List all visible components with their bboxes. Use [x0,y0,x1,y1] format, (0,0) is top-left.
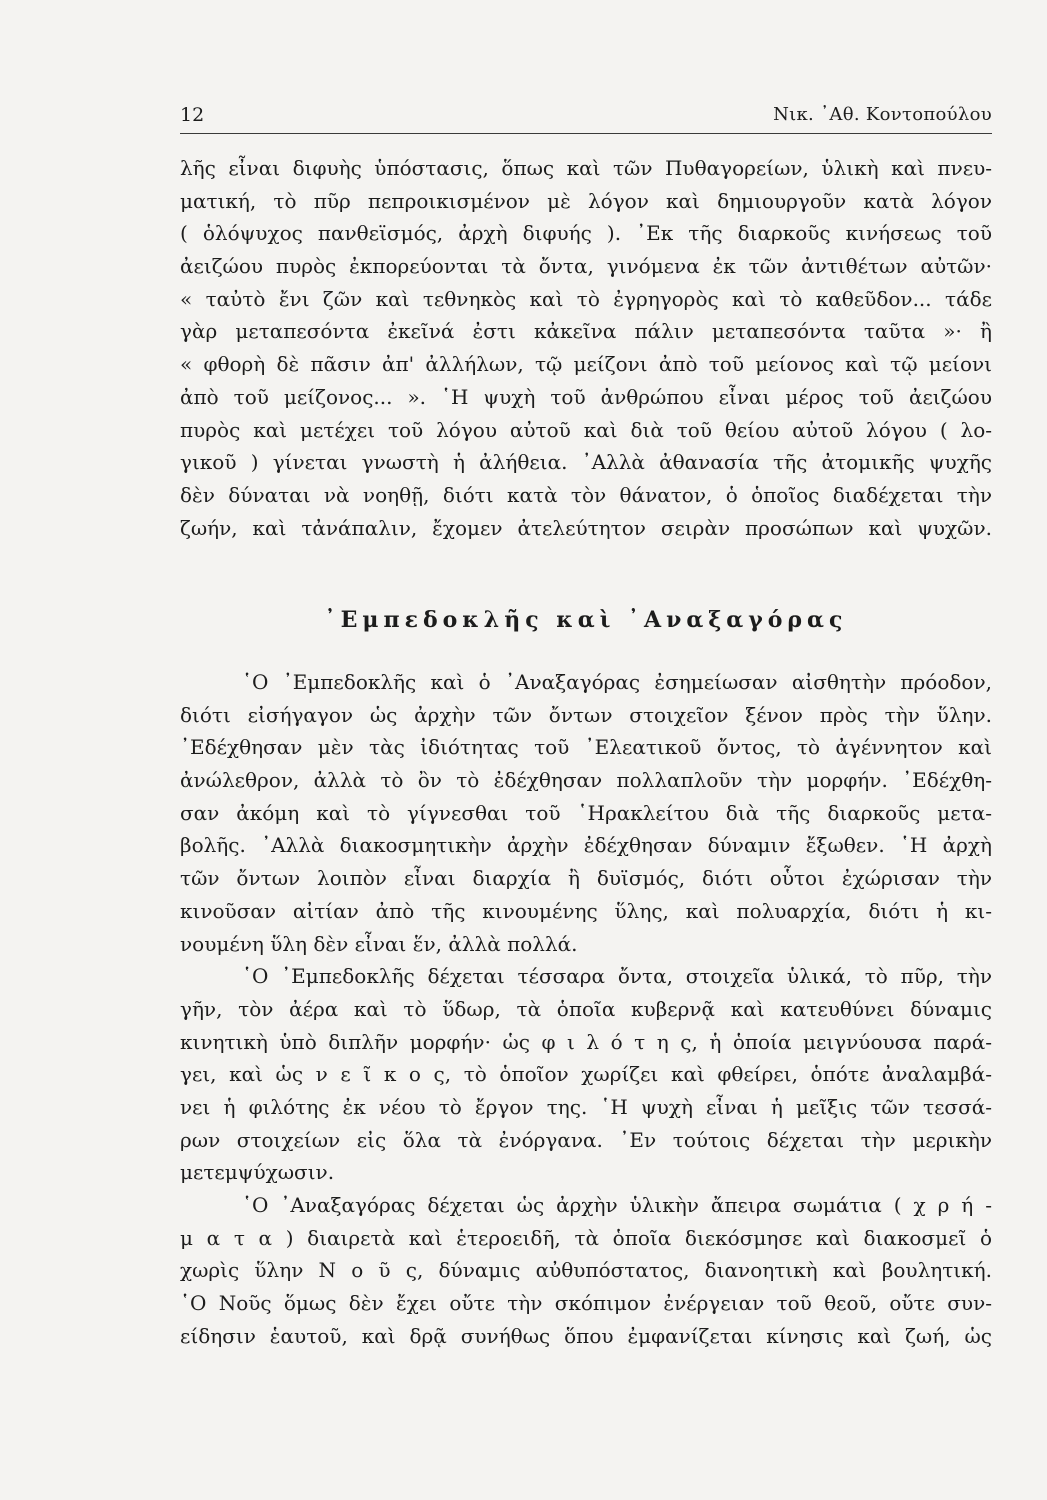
text-line: πυρὸς καὶ μετέχει τοῦ λόγου αὐτοῦ καὶ διὰ τοῦ θείου αὐτοῦ λόγου ( λο- [180,417,992,442]
text-line: ῾Ο Νοῦς ὅμως δὲν ἔχει οὔτε τὴν σκόπιμον ἐνέργειαν τοῦ θεοῦ, οὔτε συν- [180,1291,992,1316]
header-rule [180,133,992,134]
text-line: γὰρ μεταπεσόντα ἐκεῖνά ἐστι κἀκεῖνα πάλιν μεταπεσόντα ταῦτα »· ἢ [180,319,992,344]
text-line: μ α τ α ) διαιρετὰ καὶ ἑτεροειδῆ, τὰ ὁποῖα διεκόσμησε καὶ διακοσμεῖ ὁ [180,1225,992,1250]
page-number: 12 [180,104,205,126]
text-line: « φθορὴ δὲ πᾶσιν ἀπ' ἀλλήλων, τῷ μείζονι ἀπὸ τοῦ μείονος καὶ τῷ μείονι [180,352,992,377]
text-line: λῆς εἶναι διφυὴς ὑπόστασις, ὅπως καὶ τῶν Πυθαγορείων, ὑλικὴ καὶ πνευ- [180,156,992,180]
text-line: κινοῦσαν αἰτίαν ἀπὸ τῆς κινουμένης ὕλης, καὶ πολυαρχία, διότι ἡ κι- [180,898,992,923]
paragraph-heraclitus [180,152,992,544]
text-line: νει ἡ φιλότης ἐκ νέου τὸ ἔργον της. ῾Η ψυχὴ εἶναι ἡ μεῖξις τῶν τεσσά- [180,1094,992,1119]
text-line: διότι εἰσήγαγον ὡς ἀρχὴν τῶν ὄντων στοιχεῖον ξένον πρὸς τὴν ὕλην. [180,702,992,727]
text-line: « ταὐτὸ ἔνι ζῶν καὶ τεθνηκὸς καὶ τὸ ἐγρηγορὸς καὶ τὸ καθεῦδον... τάδε [180,286,992,311]
paragraph-empedocles-anaxagoras [180,666,992,1352]
text-line: κινητικὴ ὑπὸ διπλῆν μορφήν· ὡς φ ι λ ό τ η ς, ἡ ὁποία μειγνύουσα παρά- [180,1029,992,1054]
text-line: σαν ἀκόμη καὶ τὸ γίγνεσθαι τοῦ ῾Ηρακλείτου διὰ τῆς διαρκοῦς μετα- [180,800,992,825]
text-line: ἀνώλεθρον, ἀλλὰ τὸ ὂν τὸ ἐδέχθησαν πολλαπλοῦν τὴν μορφήν. ᾿Εδέχθη- [180,768,992,793]
text-line: ρων στοιχείων εἰς ὅλα τὰ ἐνόργανα. ᾿Εν τούτοις δέχεται τὴν μερικὴν [180,1127,992,1152]
text-line: βολῆς. ᾿Αλλὰ διακοσμητικὴν ἀρχὴν ἐδέχθησαν δύναμιν ἔξωθεν. ῾Η ἀρχὴ [180,833,992,858]
page-header [180,100,992,130]
text-line: ᾿Εδέχθησαν μὲν τὰς ἰδιότητας τοῦ ᾿Ελεατικοῦ ὄντος, τὸ ἀγέννητον καὶ [180,735,992,760]
text-line: είδησιν ἑαυτοῦ, καὶ δρᾷ συνήθως ὅπου ἐμφανίζεται κίνησις καὶ ζωή, ὡς [180,1323,992,1348]
text-line: δὲν δύναται νὰ νοηθῇ, διότι κατὰ τὸν θάνατον, ὁ ὁποῖος διαδέχεται τὴν [180,482,992,507]
text-line: ματική, τὸ πῦρ πεπροικισμένον μὲ λόγον καὶ δημιουργοῦν κατὰ λόγον [180,188,992,213]
text-line: νουμένη ὕλη δὲν εἶναι ἕν, ἀλλὰ πολλά. [180,931,578,956]
text-line: ἀπὸ τοῦ μείζονος... ». ῾Η ψυχὴ τοῦ ἀνθρώπου εἶναι μέρος τοῦ ἀειζώου [180,384,992,409]
text-line: τῶν ὄντων λοιπὸν εἶναι διαρχία ἢ δυϊσμός, διότι οὗτοι ἐχώρισαν τὴν [180,866,992,891]
text-line: ( ὁλόψυχος πανθεϊσμός, ἀρχὴ διφυής ). ᾿Εκ τῆς διαρκοῦς κινήσεως τοῦ [180,221,992,246]
text-line: ἀειζώου πυρὸς ἐκπορεύονται τὰ ὄντα, γινόμενα ἐκ τῶν ἀντιθέτων αὐτῶν· [180,254,992,279]
text-line: ῾Ο ᾿Εμπεδοκλῆς δέχεται τέσσαρα ὄντα, στοιχεῖα ὑλικά, τὸ πῦρ, τὴν [242,964,992,989]
text-line: ῾Ο ᾿Αναξαγόρας δέχεται ὡς ἀρχὴν ὑλικὴν ἄπειρα σωμάτια ( χ ρ ή - [242,1193,992,1217]
text-line: γει, καὶ ὡς ν ε ῖ κ ο ς, τὸ ὁποῖον χωρίζει καὶ φθείρει, ὁπότε ἀναλαμβά- [180,1062,992,1087]
text-line: γῆν, τὸν ἀέρα καὶ τὸ ὕδωρ, τὰ ὁποῖα κυβερνᾷ καὶ κατευθύνει δύναμις [180,996,992,1021]
running-head: Νικ. ᾿Αθ. Κοντοπούλου [773,104,992,125]
section-heading: ᾿Εμπεδοκλῆς καὶ ᾿Αναξαγόρας [324,607,848,633]
text-line: μετεμψύχωσιν. [180,1160,335,1185]
text-line: ζωήν, καὶ τἀνάπαλιν, ἔχομεν ἀτελεύτητον σειρὰν προσώπων καὶ ψυχῶν. [180,515,992,540]
text-line: χωρὶς ὕλην Ν ο ῦ ς, δύναμις αὐθυπόστατος, διανοητικὴ καὶ βουλητική. [180,1258,992,1283]
text-line: ῾Ο ᾿Εμπεδοκλῆς καὶ ὁ ᾿Αναξαγόρας ἐσημείωσαν αἰσθητὴν πρόοδον, [242,670,992,694]
text-line: γικοῦ ) γίνεται γνωστὴ ἡ ἀλήθεια. ᾿Αλλὰ ἀθανασία τῆς ἀτομικῆς ψυχῆς [180,450,992,475]
